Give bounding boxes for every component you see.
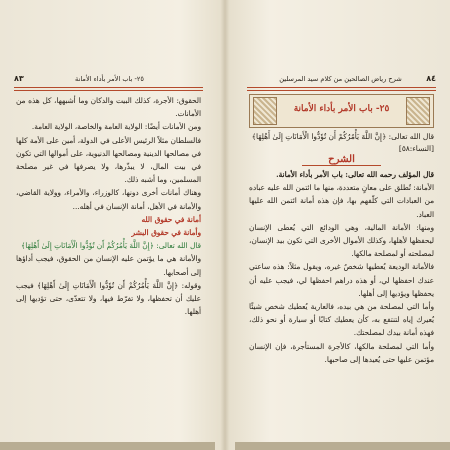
paragraph: وأما التي لمصلحة من هي بيده، فالعارية يُعطيك شخص شيئًا يُعيرك إياه لتنتفع به، كأن يعطيك كتابًا أو سيارة أو نحو ذلك، فهذه أمانة بيدك لمصلحتك. [249, 302, 434, 338]
header-rule-thin [14, 90, 203, 91]
paragraph: فالسلطان مثلاً الرئيس الأعلى في الدولة، أمين على الأمة كلها في مصالحها الدينية ومصالحها الدنيوية، على أموالها التي تكون في بيت المال، لا يبذّرها، ولا يصرفها في غير مصلحة المسلمين، وما أشبه ذلك. [16, 135, 201, 185]
chapter-header-box [249, 94, 434, 128]
page-body [249, 168, 434, 366]
paragraph: قال المؤلف رحمه الله تعالى: باب الأمر بأداء الأمانة. [276, 170, 434, 179]
quran-verse: قال الله تعالى: ﴿إِنَّ اللَّهَ يَأْمُرُكُمْ أَن تُؤَدُّوا الْأَمَانَاتِ إِلَىٰ أَهْلِهَا﴾ [النساء:٥٨] [251, 132, 434, 153]
running-head-title: ٢٥- باب الأمر بأداء الأمانة [75, 75, 144, 83]
ornament-icon [406, 97, 430, 125]
page-edge [0, 442, 215, 450]
paragraph: فالأمانة الوديعة يُعطيها شخصٌ غيره، ويقول مثلاً: هذه ساعتي عندك احفظها لي، أو هذه دراهم احفظها لي، فيجب عليه أن يحفظها ويؤديها إلى أهلها. [249, 262, 434, 298]
page-number: ٨٤ [426, 74, 436, 83]
paragraph: وأمانة في حقوق البشر [131, 228, 201, 238]
chapter-title: ٢٥- باب الأمر بأداء الأمانة [293, 104, 390, 114]
paragraph: ومنها: الأمانة المالية، وهي الودائع التي يُعطى الإنسان ليحفظها لأهلها، وكذلك الأموال الأخرى التي تكون بيد الإنسان، لمصلحته أو لمصلحة مالكها. [249, 222, 434, 259]
header-rule [14, 87, 203, 88]
page-number: ٨٣ [14, 74, 24, 83]
paragraph: الحقوق: الأجرة، كذلك البيت والدكان وما أشبهها، كل هذه من الأمانات. [16, 96, 201, 119]
paragraph: الأمانة: تُطلق على معانٍ متعددة، منها ما ائتمن الله عليه عباده من العبادات التي كلّفهم بها، فإن هذه أمانة ائتمن الله عليها العباد. [249, 183, 434, 219]
paragraph: والأمانة هي ما يؤتمن عليه الإنسان من الحقوق، فيجب أداؤها إلى أصحابها. [16, 254, 201, 277]
page-edge [235, 442, 450, 450]
running-head-title: شرح رياض الصالحين من كلام سيد المرسلين [279, 75, 402, 83]
right-page [225, 0, 450, 450]
paragraph: ﻭﻗﻮﻟﻪ: ﴿إِنَّ اللَّهَ يَأْمُرُكُمْ أَن تُؤَدُّوا الْأَمَانَاتِ إِلَىٰ أَهْلِهَا﴾ فيجب عليك أن تحفظها، ولا تفرّط فيها، ولا تتعدّى، حتى تؤديها إلى أهلها. [16, 280, 201, 317]
sharh-heading [249, 147, 434, 163]
paragraph: وهناك أمانات أخرى دونها، كالوزراء، والأمراء، وولاية القاضي، والأمانة في الأهل، أمانة الإنسان في أهله... [16, 188, 201, 211]
running-head [14, 72, 205, 86]
header-rule-thin [247, 90, 436, 91]
ornament-icon [253, 97, 277, 125]
paragraph: ومن الأمانات أيضًا: الولاية العامة والخاصة، الولاية العامة. [31, 122, 201, 132]
paragraph: قال الله تعالى: ﴿إِنَّ اللَّهَ يَأْمُرُكُمْ أَن تُؤَدُّوا الْأَمَانَاتِ إِلَىٰ أَهْلِهَا﴾ [21, 241, 201, 251]
header-rule [247, 87, 436, 88]
page-body [16, 94, 201, 318]
paragraph: وأما التي لمصلحة مالكها، كالأجرة المستأجرة، فإن الإنسان مؤتمن عليها حتى يُعيدها إلى صاحبها. [249, 341, 434, 364]
sharh-label: الشرح [302, 154, 381, 166]
running-head [245, 72, 436, 86]
paragraph: أمانة في حقوق الله [141, 214, 201, 224]
